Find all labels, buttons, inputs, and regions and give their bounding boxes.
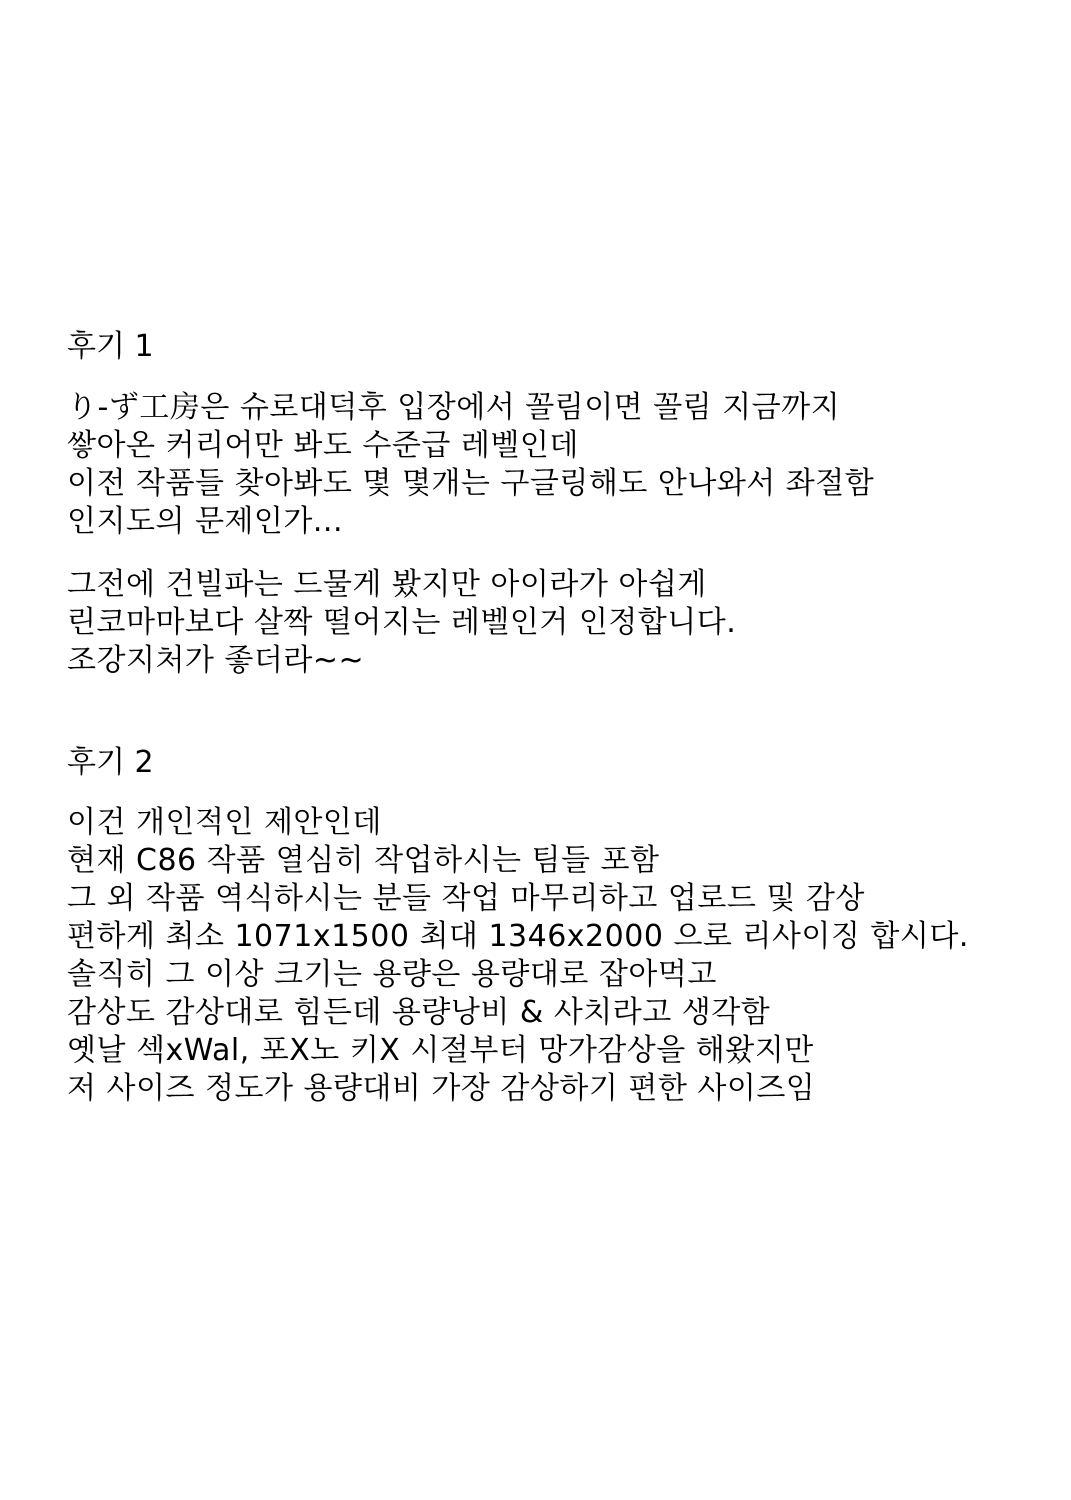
- review2-heading: 후기 2: [67, 745, 154, 780]
- text-line: 이전 작품들 찾아봐도 몇 몇개는 구글링해도 안나와서 좌절함: [67, 466, 875, 501]
- text-line: 솔직히 그 이상 크기는 용량은 용량대로 잡아먹고: [67, 957, 717, 992]
- review1-paragraph2: [67, 566, 1047, 680]
- text-line: 편하게 최소 1071x1500 최대 1346x2000 으로 리사이징 합시다.: [67, 919, 969, 954]
- text-line: り-ず工房은 슈로대덕후 입장에서 꼴림이면 꼴림 지금까지: [67, 390, 841, 425]
- text-line: 쌓아온 커리어만 봐도 수준급 레벨인데: [67, 428, 579, 463]
- text-line: 감상도 감상대로 힘든데 용량낭비 & 사치라고 생각함: [67, 995, 771, 1030]
- review2-paragraph1: [67, 804, 1047, 1108]
- text-line: 인지도의 문제인가...: [67, 504, 343, 539]
- text-line: 옛날 섹xWal, 포X노 키X 시절부터 망가감상을 해왔지만: [67, 1033, 814, 1068]
- review1-heading: 후기 1: [67, 329, 154, 364]
- text-line: 그 외 작품 역식하시는 분들 작업 마무리하고 업로드 및 감상: [67, 881, 865, 916]
- review1-paragraph1: [67, 389, 1047, 541]
- text-line: 그전에 건빌파는 드물게 봤지만 아이라가 아쉽게: [67, 567, 707, 602]
- text-line: 조강지처가 좋더라~~: [67, 643, 365, 678]
- text-line: 린코마마보다 살짝 떨어지는 레벨인거 인정합니다.: [67, 605, 737, 640]
- text-line: 이건 개인적인 제안인데: [67, 805, 382, 840]
- text-line: 현재 C86 작품 열심히 작업하시는 팀들 포함: [67, 843, 660, 878]
- text-line: 저 사이즈 정도가 용량대비 가장 감상하기 편한 사이즈임: [67, 1071, 816, 1106]
